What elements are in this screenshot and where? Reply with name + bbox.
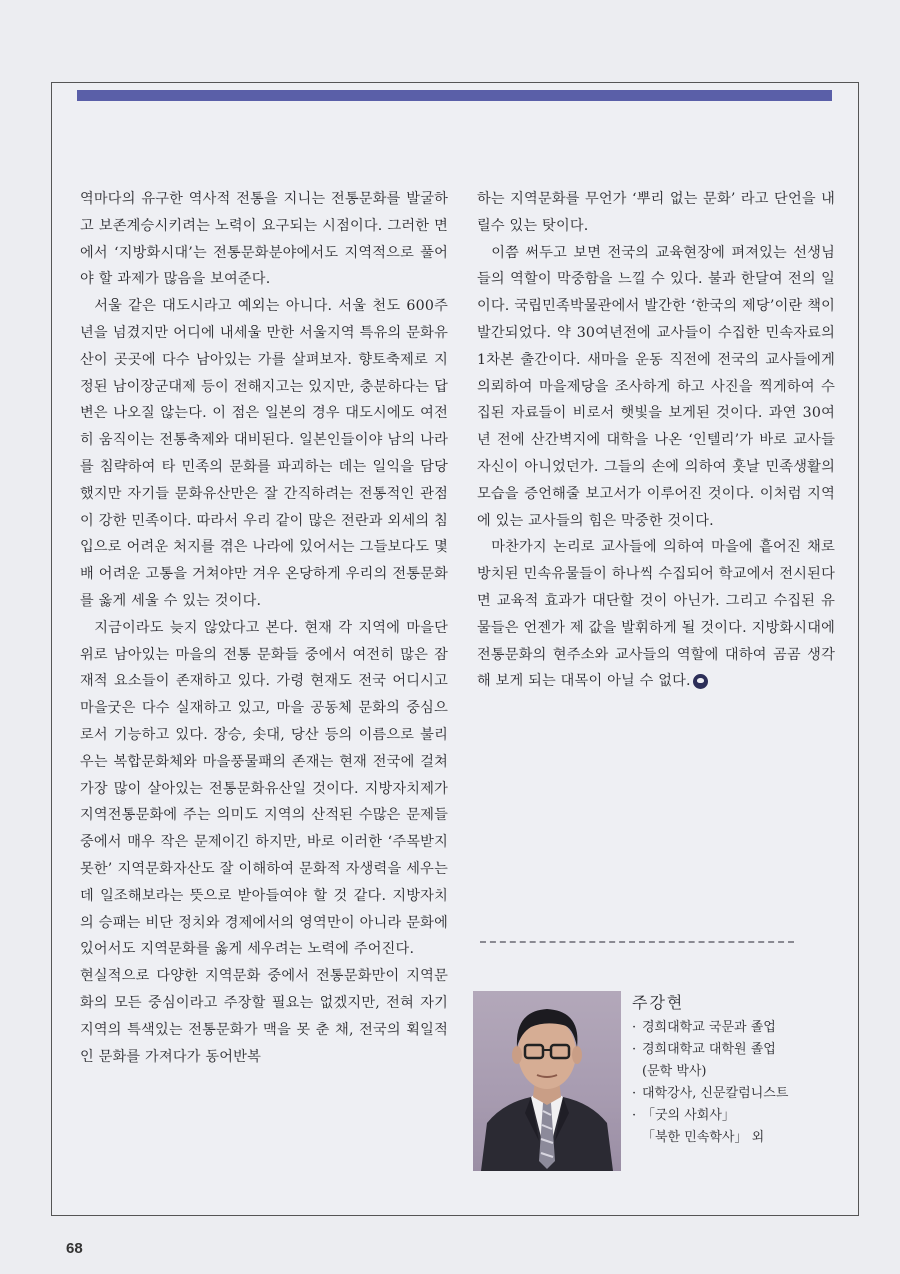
paragraph-text: 마찬가지 논리로 교사들에 의하여 마을에 흩어진 채로 방치된 민속유물들이 하나씩 수집되어 학교에서 전시된다면 교육적 효과가 대단할 것이 아닌가. 그리고 수집된 유물들은 언젠가 제 값을 발휘하게 될 것이다. 지방화시대에 전통문화의 현주소와 교사들의 역할에 대하여 곰곰 생각해 보게 되는 대목이 아닐 수 없다.	[477, 539, 835, 690]
author-name: 주강현	[632, 993, 685, 1012]
paragraph: 서울 같은 대도시라고 예외는 아니다. 서울 천도 600주년을 넘겼지만 어디에 내세울 만한 서울지역 특유의 문화유산이 곳곳에 다수 남아있는 가를 살펴보자. 향토축제로 지정된 남이장군대제 등이 전해지고는 있지만, 충분하다는 답변은 나오질 않는다. 이 점은 일본의 경우 대도시에도 여전히 움직이는 전통축제와 대비된다. 일본인들이야 남의 나라를 침략하여 타 민족의 문화를 파괴하는 데는 일익을 담당했지만 자기들 문화유산만은 잘 간직하려는 전통적인 관점이 강한 민족이다. 따라서 우리 같이 많은 전란과 외세의 침입으로 어려운 처지를 겪은 나라에 있어서는 그들보다도 몇배 어려운 고통을 거쳐야만 겨우 온당하게 우리의 전통문화를 옳게 세울 수 있는 것이다.	[80, 298, 448, 609]
paragraph: 역마다의 유구한 역사적 전통을 지니는 전통문화를 발굴하고 보존계승시키려는 노력이 요구되는 시점이다. 그러한 면에서 ‘지방화시대’는 전통문화분야에서도 지역적으로 풀어야 할 과제가 많음을 보여준다.	[80, 191, 448, 288]
accent-bar	[77, 90, 832, 101]
end-mark-icon	[693, 674, 708, 689]
paragraph: 지금이라도 늦지 않았다고 본다. 현재 각 지역에 마을단위로 남아있는 마을의 전통 문화들 중에서 여전히 많은 잠재적 요소들이 존재하고 있다. 가령 현재도 전국 어디시고 마을굿은 다수 실재하고 있고, 마을 공동체 문화의 중심으로서 기능하고 있다. 장승, 솟대, 당산 등의 이름으로 불리우는 복합문화체와 마을풍물패의 존재는 현재 전국에 걸쳐 가장 많이 살아있는 전통문화유산일 것이다. 지방자치제가 지역전통문화에 주는 의미도 지역의 산적된 수많은 문제들 중에서 매우 작은 문제이긴 하지만, 바로 이러한 ‘주목받지 못한’ 지역문화자산도 잘 이해하여 문화적 자생력을 세우는데 일조해보라는 뜻으로 받아들여야 할 것 같다. 지방자치의 승패는 비단 정치와 경제에서의 영역만이 아니라 문화에 있어서도 지역문화를 옳게 세우려는 노력에 주어진다.	[80, 619, 448, 958]
page-number: 68	[66, 1240, 83, 1257]
paragraph	[477, 534, 835, 695]
list-item: · 대학강사, 신문칼럼니스트	[632, 1083, 842, 1105]
paragraph: 이쯤 써두고 보면 전국의 교육현장에 펴져있는 선생님들의 역할이 막중함을 느낄 수 있다. 불과 한달여 전의 일이다. 국립민족박물관에서 발간한 ‘한국의 제당’이란 책이 발간되었다. 약 30여년전에 교사들이 수집한 민속자료의 1차본 출간이다. 새마을 운동 직전에 전국의 교사들에게 의뢰하여 마을제당을 조사하게 하고 사진을 찍게하여 수집된 자료들이 비로서 햇빛을 보게된 것이다. 과연 30여년 전에 산간벽지에 대학을 나온 ‘인텔리’가 바로 교사들 자신이 아니었던가. 그들의 손에 의하여 훗날 민족생활의 모습을 증언해줄 보고서가 이루어진 것이다. 이처럼 지역에 있는 교사들의 힘은 막중한 것이다.	[477, 244, 835, 529]
list-item: (문학 박사)	[642, 1064, 707, 1079]
list-item: 「북한 민속학사」 외	[642, 1130, 765, 1145]
paragraph: 현실적으로 다양한 지역문화 중에서 전통문화만이 지역문화의 모든 중심이라고 주장할 필요는 없겠지만, 전혀 자기 지역의 특색있는 전통문화가 맥을 못 춘 채, 전국의 획일적인 문화를 가져다가 동어반복	[80, 968, 448, 1065]
divider	[480, 941, 794, 943]
author-bio	[632, 991, 842, 1149]
left-column	[80, 186, 448, 1070]
right-column	[477, 186, 835, 695]
list-item: · 경희대학교 국문과 졸업	[632, 1017, 842, 1039]
list-item: · 「굿의 사회사」	[632, 1105, 842, 1127]
list-item: · 경희대학교 대학원 졸업	[632, 1039, 842, 1061]
author-credentials	[632, 1017, 842, 1149]
paragraph: 하는 지역문화를 무언가 ‘뿌리 없는 문화’ 라고 단언을 내릴수 있는 탓이다.	[477, 191, 835, 234]
page-frame	[51, 82, 859, 1216]
author-photo	[473, 991, 621, 1171]
